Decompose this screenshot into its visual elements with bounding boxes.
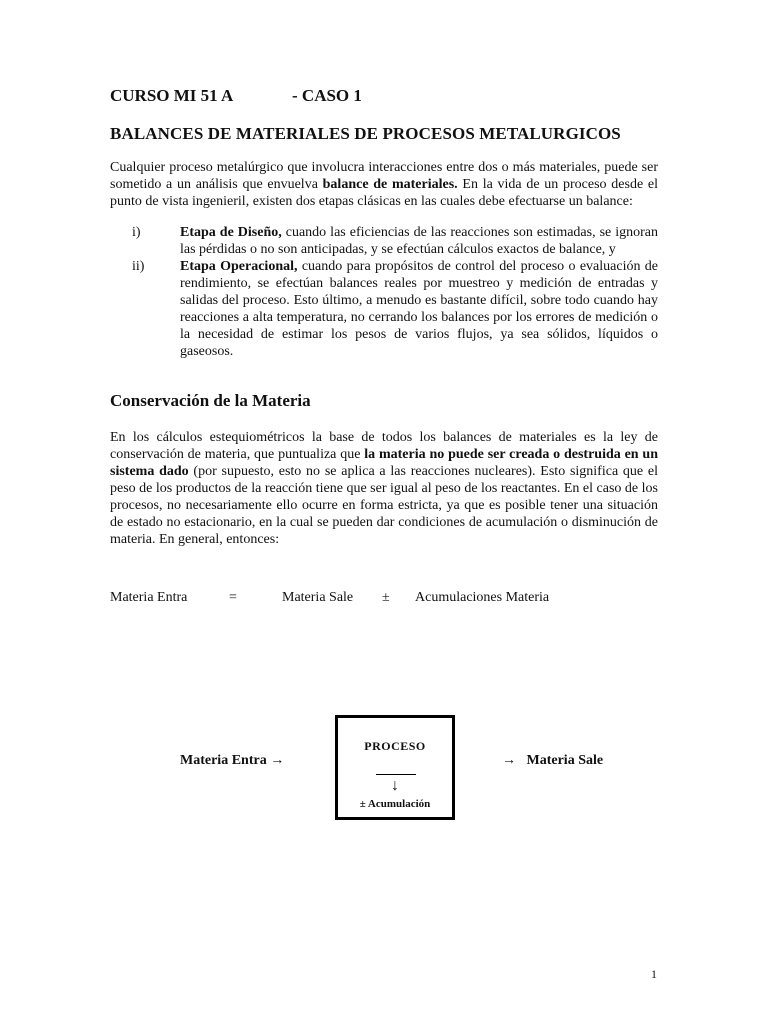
- stage-list: [110, 224, 658, 360]
- process-box: [335, 715, 455, 820]
- diagram-input-label: Materia Entra →: [180, 753, 285, 768]
- stage-item-number: ii): [132, 259, 145, 274]
- conservation-text-after: (por supuesto, esto no se aplica a las reacciones nucleares). Esto significa que el peso de los productos de la reacción tiene que ser igual al peso de los reactantes. En el caso de los procesos, no necesariamente ello ocurre en forma estricta, ya que es posible tener una situación de estado no estacionario, en la cual se pueden dar condiciones de acumulación o disminución de materia. En general, entonces:: [110, 464, 658, 547]
- conservation-paragraph: [110, 429, 658, 548]
- stage-item-operational: [110, 258, 658, 360]
- equation-equals: =: [229, 590, 237, 605]
- process-box-divider: [376, 774, 416, 775]
- document-title: BALANCES DE MATERIALES DE PROCESOS METALURGICOS: [110, 124, 621, 143]
- equation-plusminus: ±: [382, 590, 390, 605]
- process-box-title: PROCESO: [364, 739, 426, 753]
- process-box-accumulation: ± Acumulación: [359, 798, 431, 810]
- equation-output: Materia Sale: [282, 590, 354, 605]
- stage-item-design: [110, 224, 658, 258]
- intro-text-before: Cualquier proceso metalúrgico que involucra interacciones entre dos o más materiales, puede ser sometido a un análisis que envuelva: [110, 160, 658, 192]
- stage-item-description: cuando para propósitos de control del proceso o evaluación de rendimiento, se efectúan balances reales por muestreo y medición de entradas y salidas del proceso. Esto último, a menudo es bastante difícil, sobre todo cuando hay reacciones a alta temperatura, no cerrando los balances por los errores de medición o la necesidad de estimar los pesos de varios flujos, ya sea sólidos, líquidos o gaseosos.: [180, 259, 658, 359]
- page-number: 1: [651, 967, 657, 981]
- section-heading: Conservación de la Materia: [110, 391, 311, 410]
- document-header: [110, 86, 658, 108]
- conservation-bold-statement: la materia no puede ser creada o destruida en un sistema dado: [110, 447, 658, 479]
- stage-item-bold: Etapa Operacional,: [180, 259, 298, 274]
- document-page: [110, 86, 658, 608]
- stage-item-text: [180, 258, 658, 360]
- stage-item-number: i): [132, 225, 141, 240]
- equation-accumulation: Acumulaciones Materia: [415, 590, 550, 605]
- balance-equation: [110, 590, 658, 608]
- diagram-output-label: → Materia Sale: [502, 753, 604, 768]
- stage-item-text: [180, 224, 658, 258]
- equation-input: Materia Entra: [110, 590, 188, 605]
- stage-item-description: cuando las eficiencias de las reacciones son estimadas, se ignoran las pérdidas o no son anticipadas, y se efectúan cálculos exactos de balance, y: [180, 225, 659, 257]
- case-number: - CASO 1: [292, 86, 362, 105]
- intro-bold-term: balance de materiales.: [322, 177, 458, 192]
- stage-item-bold: Etapa de Diseño,: [180, 225, 282, 240]
- down-arrow-icon: ↓: [391, 777, 399, 794]
- conservation-text-before: En los cálculos estequiométricos la base de todos los balances de materiales es la ley de conservación de materia, que puntualiza que: [110, 430, 658, 462]
- course-code: CURSO MI 51 A: [110, 86, 234, 105]
- intro-paragraph: [110, 159, 658, 210]
- intro-text-after: En la vida de un proceso desde el punto de vista ingenieril, existen dos etapas clásicas en las cuales debe efectuarse un balance:: [110, 177, 658, 209]
